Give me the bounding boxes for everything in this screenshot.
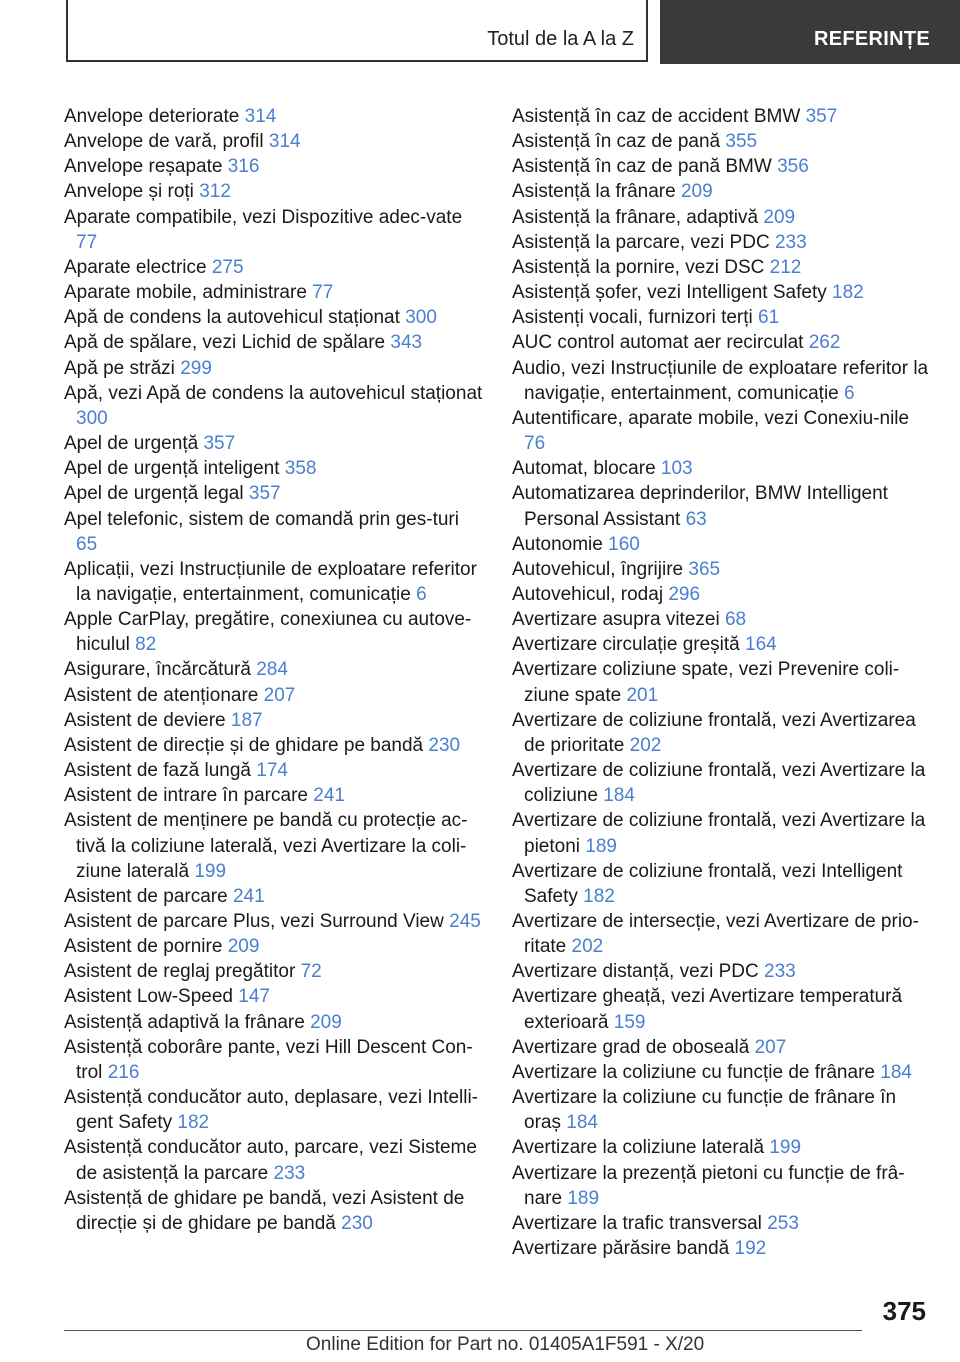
index-entry (64, 1035, 484, 1085)
index-page-link[interactable]: 241 (313, 785, 345, 807)
index-page-link[interactable]: 184 (880, 1061, 912, 1083)
index-term: Avertizare la coliziune laterală (512, 1137, 765, 1159)
index-page-link[interactable]: 77 (312, 282, 334, 304)
index-page-link[interactable]: 356 (777, 156, 809, 178)
index-entry (512, 657, 932, 707)
index-entry (512, 1161, 932, 1211)
index-page-link[interactable]: 209 (310, 1011, 342, 1033)
index-entry (512, 1035, 932, 1060)
index-entry (64, 1085, 484, 1135)
index-entry (512, 230, 932, 255)
index-entry (512, 708, 932, 758)
index-page-link[interactable]: 284 (256, 659, 288, 681)
index-page-link[interactable]: 299 (180, 357, 212, 379)
index-term: Asistenți vocali, furnizori terți (512, 307, 753, 329)
index-term: Asistență la frânare (512, 181, 676, 203)
index-term: Apple CarPlay, pregătire, conexiunea cu autove‐hiculul (64, 609, 472, 656)
index-entry (512, 1211, 932, 1236)
index-term: Apel de urgență inteligent (64, 458, 280, 480)
index-entry (64, 959, 484, 984)
index-entry (64, 1010, 484, 1035)
index-entry (64, 808, 484, 883)
index-page-link[interactable]: 77 (76, 231, 98, 253)
index-entry (512, 129, 932, 154)
index-entry (64, 607, 484, 657)
index-term: Asistență șofer, vezi Intelligent Safety (512, 282, 827, 304)
index-term: Apă de spălare, vezi Lichid de spălare (64, 332, 386, 354)
index-page-link[interactable]: 182 (832, 282, 864, 304)
index-entry (512, 532, 932, 557)
index-entry (64, 481, 484, 506)
index-page-link[interactable]: 199 (769, 1137, 802, 1159)
index-entry (64, 557, 484, 607)
index-page-link[interactable]: 82 (135, 634, 157, 656)
index-term: Asigurare, încărcătură (64, 659, 251, 681)
index-entry (64, 934, 484, 959)
index-term: Asistență în caz de pană BMW (512, 156, 772, 178)
index-page-link[interactable]: 189 (585, 835, 617, 857)
index-page-link[interactable]: 233 (764, 961, 796, 983)
index-page-link[interactable]: 103 (660, 458, 693, 480)
index-page-link[interactable]: 202 (571, 936, 604, 958)
index-entry (512, 280, 932, 305)
index-term: Asistent de fază lungă (64, 760, 251, 782)
index-entry (64, 507, 484, 557)
index-page-link[interactable]: 245 (449, 911, 481, 932)
index-term: Avertizare de coliziune frontală, vezi Avertizare la coliziune (512, 760, 926, 807)
index-term: Automat, blocare (512, 458, 656, 480)
index-page-link[interactable]: 253 (767, 1212, 799, 1234)
index-entry (512, 179, 932, 204)
index-page-link[interactable]: 65 (76, 533, 98, 555)
index-term: Asistență în caz de accident BMW (512, 106, 801, 127)
index-page-link[interactable]: 355 (725, 131, 758, 153)
index-entry (64, 179, 484, 204)
index-term: Autentificare, aparate mobile, vezi Conexiu‐nile (512, 407, 910, 429)
index-entry (64, 1186, 484, 1236)
index-entry (64, 205, 484, 255)
index-term: Aplicații, vezi Instrucțiunile de exploatare referitor la navigație, entertainment, comunicație (64, 558, 477, 605)
index-entry (512, 607, 932, 632)
footer-divider (64, 1330, 862, 1331)
index-entry (64, 381, 484, 431)
index-term: Asistent de pornire (64, 936, 223, 958)
index-page-link[interactable]: 312 (199, 181, 231, 203)
index-entry (64, 708, 484, 733)
index-term: Asistent de intrare în parcare (64, 785, 308, 807)
index-entry (512, 582, 932, 607)
index-entry (64, 683, 484, 708)
index-entry (64, 280, 484, 305)
index-term: Avertizare la coliziune cu funcție de frânare în oraș (512, 1087, 897, 1134)
index-term: Asistent de reglaj pregătitor (64, 961, 296, 983)
index-term: Asistent de atenționare (64, 684, 259, 706)
index-entry (64, 733, 484, 758)
index-entry (512, 909, 932, 959)
index-entry (512, 356, 932, 406)
index-term: Asistență conducător auto, deplasare, vezi Intelli‐gent Safety (64, 1087, 479, 1134)
index-entry (512, 758, 932, 808)
index-entry (512, 808, 932, 858)
index-page-link[interactable]: 209 (763, 206, 796, 228)
index-term: Aparate compatibile, vezi Dispozitive adec‐vate (64, 206, 463, 228)
index-page-link[interactable]: 296 (668, 583, 701, 605)
index-term: Apă pe străzi (64, 357, 175, 379)
index-page-link[interactable]: 216 (107, 1061, 140, 1083)
index-entry (512, 255, 932, 280)
index-term: Avertizare la prezență pietoni cu funcție de frâ‐nare (512, 1162, 905, 1209)
index-page-link[interactable]: 182 (583, 885, 615, 907)
index-page-link[interactable]: 199 (194, 860, 227, 882)
page-number: 375 (882, 1296, 926, 1326)
index-term: Asistent de direcție și de ghidare pe bandă (64, 734, 424, 756)
index-page-link[interactable]: 241 (232, 885, 265, 907)
index-term: Autovehicul, îngrijire (512, 558, 684, 580)
index-page-link[interactable]: 76 (524, 433, 546, 455)
index-term: Asistență coborâre pante, vezi Hill Descent Con‐trol (64, 1036, 473, 1083)
index-term: Avertizare coliziune spate, vezi Prevenire coli‐ziune spate (512, 659, 900, 706)
page-header (0, 0, 960, 66)
index-page-link[interactable]: 357 (203, 433, 236, 455)
index-entry (64, 1135, 484, 1185)
index-page-link[interactable]: 160 (608, 533, 640, 555)
index-term: Asistent de menținere pe bandă cu protecție ac‐tivă la coliziune laterală, vezi Avertizare la coli‐ziune laterală (64, 810, 468, 882)
chapter-title: REFERINȚE (814, 28, 931, 50)
index-term: Avertizare de coliziune frontală, vezi Avertizare la pietoni (512, 810, 926, 857)
index-page-link[interactable]: 365 (688, 558, 721, 580)
index-page-link[interactable]: 212 (769, 256, 802, 278)
index-page-link[interactable]: 358 (284, 458, 317, 480)
index-page-link[interactable]: 63 (685, 508, 707, 530)
index-entry (512, 104, 932, 129)
index-column-left (64, 104, 484, 1236)
index-term: Anvelope deteriorate (64, 106, 240, 127)
index-term: Apă, vezi Apă de condens la autovehicul staționat (64, 382, 483, 404)
index-page-link[interactable]: 233 (273, 1162, 306, 1184)
index-page-link[interactable]: 189 (567, 1187, 600, 1209)
index-column-right (512, 104, 932, 1261)
index-term: Apel telefonic, sistem de comandă prin ges‐turi (64, 508, 459, 530)
index-term: AUC control automat aer recirculat (512, 332, 804, 354)
index-entry (64, 758, 484, 783)
index-term: Avertizare de intersecție, vezi Avertizare de prio‐ritate (512, 911, 919, 958)
index-entry (512, 1135, 932, 1160)
index-entry (64, 431, 484, 456)
index-entry (64, 356, 484, 381)
index-term: Anvelope de vară, profil (64, 131, 264, 153)
index-page-link[interactable]: 275 (211, 256, 244, 278)
index-term: Anvelope reșapate (64, 156, 223, 178)
index-page-link[interactable]: 316 (227, 156, 260, 178)
index-entry (64, 129, 484, 154)
index-entry (64, 330, 484, 355)
index-entry (512, 330, 932, 355)
index-entry (64, 984, 484, 1009)
index-entry (512, 557, 932, 582)
index-page-link[interactable]: 61 (758, 307, 780, 329)
index-term: Apel de urgență legal (64, 483, 244, 505)
index-entry (512, 205, 932, 230)
index-page-link[interactable]: 314 (244, 106, 277, 127)
index-page-link[interactable]: 357 (248, 483, 281, 505)
index-term: Avertizare grad de oboseală (512, 1036, 750, 1058)
index-entry (64, 909, 484, 934)
index-term: Autovehicul, rodaj (512, 583, 664, 605)
index-page-link[interactable]: 72 (300, 961, 322, 983)
index-page-link[interactable]: 300 (405, 307, 437, 329)
index-page-link[interactable]: 192 (734, 1238, 767, 1260)
index-term: Asistență la parcare, vezi PDC (512, 231, 770, 253)
index-page-link[interactable]: 6 (844, 382, 855, 404)
index-page-link[interactable]: 314 (268, 131, 301, 153)
index-page-link[interactable]: 209 (680, 181, 713, 203)
chapter-tab (660, 0, 960, 64)
index-page-link[interactable]: 343 (390, 332, 423, 354)
index-term: Avertizare asupra vitezei (512, 609, 720, 631)
section-title-tab (66, 0, 648, 62)
index-entry (512, 1060, 932, 1085)
index-term: Avertizare de coliziune frontală, vezi Intelligent Safety (512, 860, 903, 907)
index-term: Avertizare circulație greșită (512, 634, 740, 656)
index-term: Automatizarea deprinderilor, BMW Intelligent Personal Assistant (512, 483, 888, 530)
index-term: Autonomie (512, 533, 603, 555)
index-term: Asistență la frânare, adaptivă (512, 206, 759, 228)
index-entry (64, 305, 484, 330)
index-page-link[interactable]: 182 (177, 1112, 210, 1134)
index-term: Avertizare părăsire bandă (512, 1238, 730, 1260)
index-page-link[interactable]: 184 (566, 1112, 598, 1134)
index-entry (512, 305, 932, 330)
index-term: Aparate electrice (64, 256, 207, 278)
index-entry (64, 657, 484, 682)
index-term: Asistență la pornire, vezi DSC (512, 256, 765, 278)
index-term: Anvelope și roți (64, 181, 194, 203)
index-entry (64, 255, 484, 280)
index-term: Asistență în caz de pană (512, 131, 721, 153)
index-page-link[interactable]: 202 (629, 734, 662, 756)
index-page-link[interactable]: 262 (808, 332, 841, 354)
index-entry (512, 406, 932, 456)
index-term: Avertizare la trafic transversal (512, 1212, 762, 1234)
index-term: Asistent de parcare Plus, vezi Surround View (64, 911, 444, 932)
index-page-link[interactable]: 207 (263, 684, 296, 706)
index-term: Aparate mobile, administrare (64, 282, 307, 304)
index-page-link[interactable]: 174 (256, 760, 288, 782)
index-entry (512, 481, 932, 531)
index-entry (512, 1236, 932, 1261)
index-entry (64, 456, 484, 481)
index-entry (512, 632, 932, 657)
index-entry (512, 154, 932, 179)
index-page-link[interactable]: 233 (774, 231, 807, 253)
index-term: Asistență adaptivă la frânare (64, 1011, 305, 1033)
index-term: Avertizare la coliziune cu funcție de frânare (512, 1061, 875, 1083)
index-term: Apel de urgență (64, 433, 199, 455)
index-entry (64, 783, 484, 808)
index-term: Asistent de deviere (64, 709, 226, 731)
index-entry (512, 984, 932, 1034)
index-term: Asistent de parcare (64, 885, 228, 907)
section-title: Totul de la A la Z (487, 28, 634, 50)
index-term: Avertizare de coliziune frontală, vezi Avertizarea de prioritate (512, 709, 916, 756)
index-term: Avertizare gheață, vezi Avertizare temperatură exterioară (512, 986, 903, 1033)
index-page-link[interactable]: 184 (603, 785, 635, 807)
index-page-link[interactable]: 187 (230, 709, 263, 731)
index-entry (512, 456, 932, 481)
index-page-link[interactable]: 207 (754, 1036, 787, 1058)
index-page-link[interactable]: 300 (76, 407, 108, 429)
index-term: Asistență de ghidare pe bandă, vezi Asistent de direcție și de ghidare pe bandă (64, 1187, 465, 1234)
index-page-link[interactable]: 164 (745, 634, 777, 656)
index-page-link[interactable]: 159 (613, 1011, 646, 1033)
index-page-link[interactable]: 147 (238, 986, 270, 1008)
index-entry (512, 1085, 932, 1135)
index-term: Asistent Low-Speed (64, 986, 233, 1008)
index-term: Audio, vezi Instrucțiunile de exploatare referitor la navigație, entertainment, comunicație (512, 357, 929, 404)
index-page-link[interactable]: 230 (341, 1212, 373, 1234)
index-term: Asistență conducător auto, parcare, vezi Sisteme de asistență la parcare (64, 1137, 477, 1184)
index-term: Apă de condens la autovehicul staționat (64, 307, 400, 329)
index-page-link[interactable]: 6 (416, 583, 427, 605)
index-page-link[interactable]: 357 (805, 106, 838, 127)
index-entry (64, 154, 484, 179)
index-page-link[interactable]: 68 (724, 609, 747, 631)
index-term: Avertizare distanță, vezi PDC (512, 961, 759, 983)
index-entry (512, 959, 932, 984)
index-page-link[interactable]: 230 (428, 734, 461, 756)
index-page-link[interactable]: 209 (227, 936, 260, 958)
index-page-link[interactable]: 201 (626, 684, 659, 706)
edition-footer: Online Edition for Part no. 01405A1F591 - X/20 (306, 1334, 705, 1355)
index-entry (512, 859, 932, 909)
index-entry (64, 884, 484, 909)
index-entry (64, 104, 484, 129)
